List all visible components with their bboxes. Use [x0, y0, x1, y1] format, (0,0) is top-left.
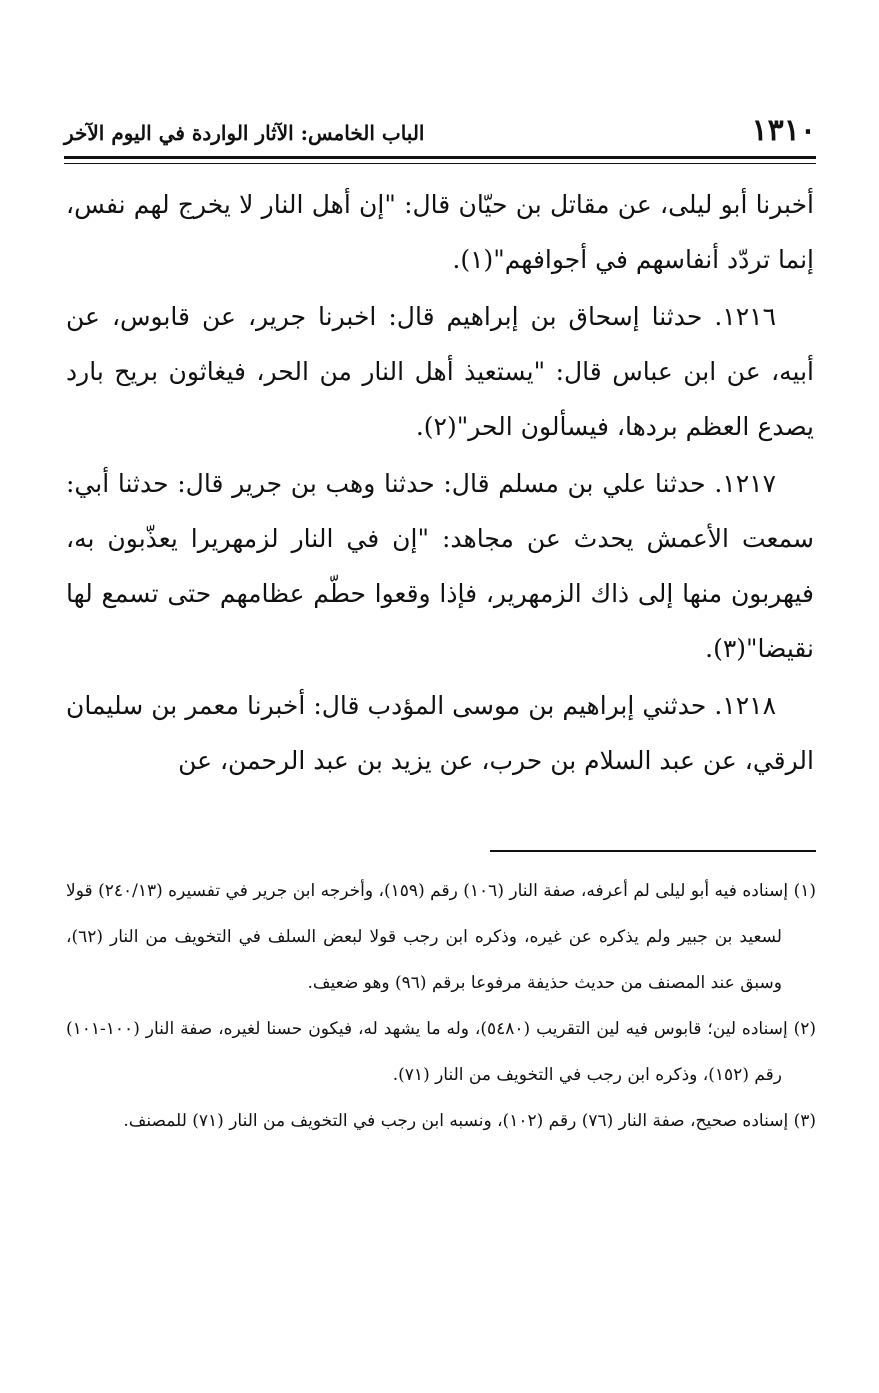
page-number: ١٣١٠ — [751, 113, 816, 148]
running-title: الباب الخامس: الآثار الواردة في اليوم الآخر — [64, 121, 425, 145]
header-rule-thick — [64, 156, 816, 159]
footnote-3: (٣) إسناده صحيح، صفة النار (٧٦) رقم (١٠٢)، ونسبه ابن رجب في التخويف من النار (٧١) للمصنف. — [123, 1111, 816, 1131]
footnote-2: (٢) إسناده لين؛ قابوس فيه لين التقريب (٥٤٨٠)، وله ما يشهد له، فيكون حسنا لغيره، صفة النار (١٠٠-١٠١) رقم (١٥٢)، وذكره ابن رجب في التخويف من النار (٧١). — [66, 1019, 816, 1085]
main-text — [66, 177, 814, 790]
footnote-1: (١) إسناده فيه أبو ليلى لم أعرفه، صفة النار (١٠٦) رقم (١٥٩)، وأخرجه ابن جرير في تفسيره (٢٤٠/١٣) قولا لسعيد بن جبير ولم يذكره عن غيره، وذكره ابن رجب قولا لبعض السلف في التخويف من النار (٦٢)، وسبق عند المصنف من حديث حذيفة مرفوعا برقم (٩٦) وهو ضعيف. — [66, 881, 816, 993]
footnotes — [66, 868, 816, 1144]
paragraph-1218: ١٢١٨. حدثني إبراهيم بن موسى المؤدب قال: أخبرنا معمر بن سليمان الرقي، عن عبد السلام بن حرب، عن يزيد بن عبد الرحمن، عن — [66, 691, 814, 775]
page-header — [64, 112, 816, 148]
header-rule-thin — [64, 163, 816, 164]
paragraph-1217: ١٢١٧. حدثنا علي بن مسلم قال: حدثنا وهب بن جرير قال: حدثنا أبي: سمعت الأعمش يحدث عن مجاهد: "إن في النار لزمهريرا يعذّبون به، فيهربون منها إلى ذاك الزمهرير، فإذا وقعوا حطّم عظامهم حتى تسمع لها نقيضا"(٣). — [66, 469, 814, 663]
paragraph-1216: ١٢١٦. حدثنا إسحاق بن إبراهيم قال: اخبرنا جرير، عن قابوس، عن أبيه، عن ابن عباس قال: "يستعيذ أهل النار من الحر، فيغاثون بريح بارد يصدع العظم بردها، فيسألون الحر"(٢). — [66, 302, 814, 441]
paragraph-continuation: أخبرنا أبو ليلى، عن مقاتل بن حيّان قال: "إن أهل النار لا يخرج لهم نفس، إنما تردّد أنفاسهم في أجوافهم"(١). — [66, 190, 814, 274]
footnote-separator — [490, 850, 816, 852]
